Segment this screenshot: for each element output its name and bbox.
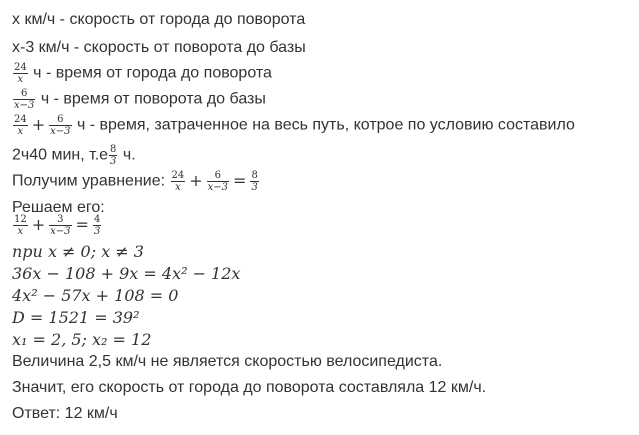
line-conclusion: Значит, его скорость от города до поворота составляла 12 км/ч. <box>12 379 487 396</box>
line-equation: Получим уравнение: $\frac{24}{x}$ + $\frac{6}{x-3}$ = $\frac{8}{3}$ <box>12 170 258 193</box>
line-answer: Ответ: 12 км/ч <box>12 405 118 422</box>
line-simplified-equation: $\frac{12}{x}$ + $\frac{3}{x-3}$ = $\frac{4}{3}$ <box>14 214 101 237</box>
line-total-time: $\frac{24}{x}$ + $\frac{6}{x-3}$ ч - время, затраченное на весь путь, котрое по условию составило <box>14 114 575 137</box>
line-domain-condition: при x ≠ 0; x ≠ 3 <box>12 242 144 261</box>
fraction-6-over-x-3: $\frac{6}{x-3}$ <box>207 170 229 193</box>
line-total-time-value: 2ч40 мин, т.е $\frac{8}{3}$ ч. <box>12 144 136 167</box>
line-discriminant: D = 1521 = 39² <box>12 308 140 327</box>
fraction-4-over-3: $\frac{4}{3}$ <box>93 214 101 237</box>
line-quadratic: 4x² − 57x + 108 = 0 <box>12 286 179 305</box>
line-time-turn-to-base: $\frac{6}{x-3}$ ч - время от поворота до базы <box>14 88 266 111</box>
line-roots: x₁ = 2, 5; x₂ = 12 <box>12 330 152 349</box>
fraction-6-over-x-3: $\frac{6}{x-3}$ <box>50 114 71 137</box>
line-cleared-equation: 36x − 108 + 9x = 4x² − 12x <box>12 264 241 283</box>
line-speed-city-to-turn: x км/ч - скорость от города до поворота <box>12 11 306 28</box>
fraction-24-over-x: $\frac{24}{x}$ <box>171 170 185 193</box>
fraction-12-over-x: $\frac{12}{x}$ <box>14 214 27 237</box>
fraction-24-over-x: $\frac{24}{x}$ <box>14 114 27 137</box>
line-solve-heading: Решаем его: <box>12 199 105 216</box>
line-reject-root: Величина 2,5 км/ч не является скоростью велосипедиста. <box>12 353 443 370</box>
line-speed-turn-to-base: x-3 км/ч - скорость от поворота до базы <box>12 39 306 56</box>
fraction-8-over-3: $\frac{8}{3}$ <box>110 144 117 167</box>
fraction-8-over-3: $\frac{8}{3}$ <box>251 170 258 193</box>
fraction-3-over-x-3: $\frac{3}{x-3}$ <box>50 214 71 237</box>
fraction-6-over-x-3: $\frac{6}{x-3}$ <box>14 88 35 111</box>
line-time-city-to-turn: $\frac{24}{x}$ ч - время от города до поворота <box>14 62 272 85</box>
fraction-24-over-x: $\frac{24}{x}$ <box>14 62 27 85</box>
